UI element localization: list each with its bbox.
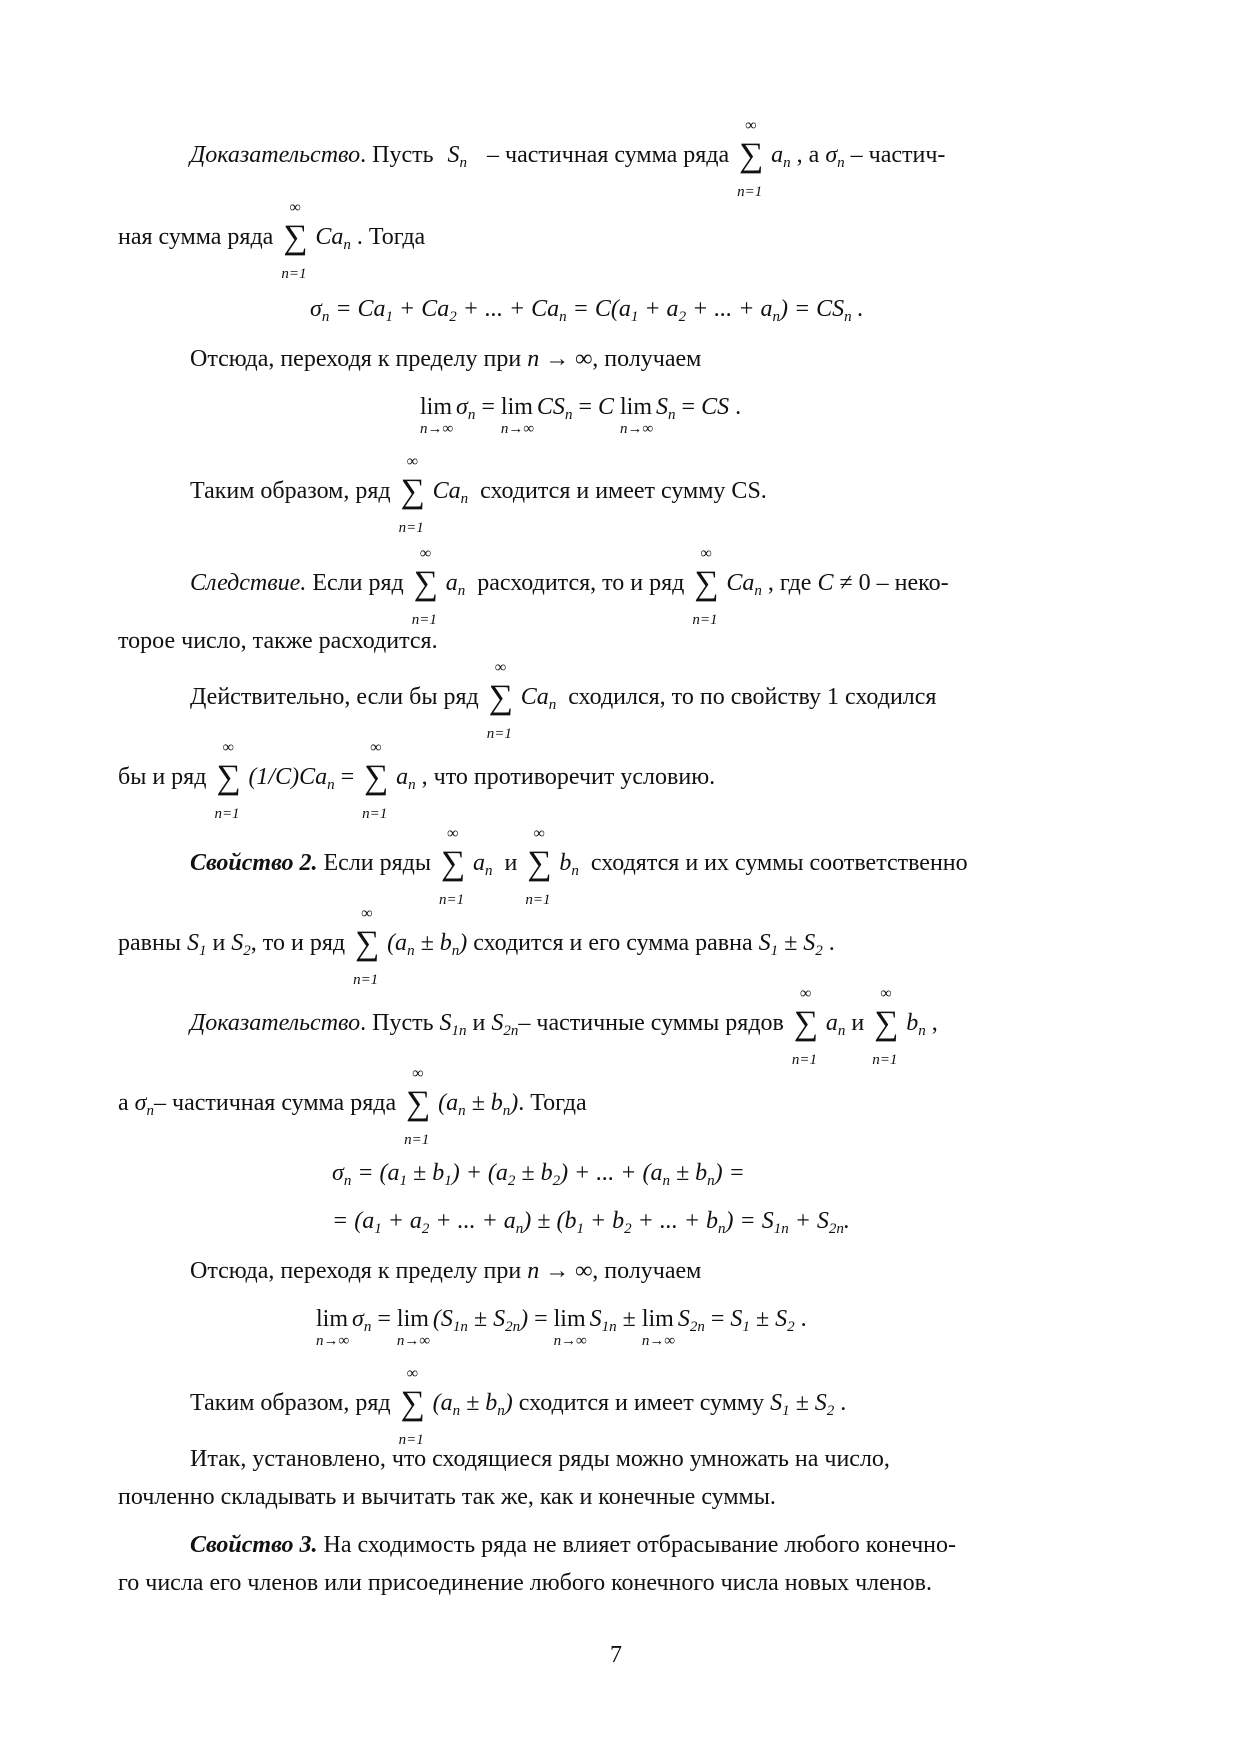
property-2-line-2: равны $S_1$ и $S_2$, то и ряд ∞ ∑ n=1 $(a_n \pm b_n)$ сходится и его сумма равна $S_1 \pm S_2$ .	[118, 905, 835, 989]
corollary-proof-line-2: бы и ряд ∞ ∑ n=1 $(1/C)Ca_n$ = ∞ ∑ n=1 $a_n$ , что противоречит условию.	[118, 739, 716, 823]
proof-2-line-1: Доказательство. Пусть $S_{1n}$ и $S_{2n}-$ частичные суммы рядов ∞ ∑ n=1 $a_n$ и ∞ ∑ n=1 $b_n$ ,	[190, 985, 938, 1069]
property-3-line-1: Свойство 3. На сходимость ряда не влияет отбрасывание любого конечно-	[190, 1532, 956, 1558]
equation-2: lim n→∞ $\sigma_n = \lim$ n→∞ $CS_n = C$ lim n→∞ $S_n$ = CS .	[420, 394, 742, 437]
summary-line-1: Итак, установлено, что сходящиеся ряды можно умножать на число,	[190, 1446, 890, 1472]
property-3-label: Свойство 3.	[190, 1532, 318, 1558]
equation-1: $\sigma_n = Ca_1 + Ca_2$ + ... + $Ca_n = C(a_1 + a_2$ + ... + $a_n) = CS_n$ .	[310, 296, 864, 325]
proof-1-line-1: Доказательство. Пусть $S_n$ – частичная сумма ряда ∞ ∑ n=1 $a_n$ , а $\sigma_n$ – частич-	[190, 117, 946, 201]
corollary-line-2: торое число, также расходится.	[118, 628, 438, 654]
corollary-line-1: Следствие. Если ряд ∞ ∑ n=1 $a_n$ расходится, то и ряд ∞ ∑ n=1 $Ca_n$ , где C ≠ 0 – неко-	[190, 545, 949, 629]
page-number: 7	[610, 1642, 622, 1668]
equation-3-line-1: $\sigma_n = (a_1 \pm b_1) + (a_2 \pm b_2)$ + ... + $(a_n \pm b_n)$ =	[332, 1160, 745, 1189]
property-2-line-1: Свойство 2. Если ряды ∞ ∑ n=1 $a_n$ и ∞ ∑ n=1 $b_n$ сходятся и их суммы соответственно	[190, 825, 968, 909]
corollary-proof-line-1: Действительно, если бы ряд ∞ ∑ n=1 $Ca_n$ сходился, то по свойству 1 сходился	[190, 659, 937, 743]
summary-line-2: почленно складывать и вычитать так же, как и конечные суммы.	[118, 1484, 776, 1510]
equation-4: lim n→∞ $\sigma_n = \lim$ n→∞ $(S_{1n} \pm S_{2n}) = \lim$ n→∞ $S_{1n} \pm \lim$ n→∞ $S_{2n} = S_1 \pm S_2$ .	[316, 1306, 807, 1349]
proof-1-line-2: ная сумма ряда ∞ ∑ n=1 $Ca_n$ . Тогда	[118, 199, 426, 283]
sum-symbol: ∞ ∑ n=1	[737, 117, 764, 201]
property-3-line-2: го числа его членов или присоединение любого конечного числа новых членов.	[118, 1570, 932, 1596]
conclusion-1: Таким образом, ряд ∞ ∑ n=1 $Ca_n$ сходится и имеет сумму CS.	[190, 453, 767, 537]
conclusion-2: Таким образом, ряд ∞ ∑ n=1 $(a_n \pm b_n)$ сходится и имеет сумму $S_1 \pm S_2$ .	[190, 1365, 847, 1449]
corollary-label: Следствие.	[190, 570, 307, 596]
proof-2-line-2: а $\sigma_n-$ частичная сумма ряда ∞ ∑ n=1 $(a_n \pm b_n)$. Тогда	[118, 1065, 587, 1149]
limit-intro-1: Отсюда, переходя к пределу при n → ∞, получаем	[190, 346, 702, 372]
limit-intro-2: Отсюда, переходя к пределу при n → ∞, получаем	[190, 1258, 702, 1284]
property-2-label: Свойство 2.	[190, 850, 318, 876]
proof-label: Доказательство	[190, 142, 361, 168]
equation-3-line-2: = ($a_1 + a_2$ + ... + $a_n) \pm (b_1 + b_2$ + ... + $b_n) = S_{1n} + S_{2n}$.	[332, 1208, 850, 1237]
